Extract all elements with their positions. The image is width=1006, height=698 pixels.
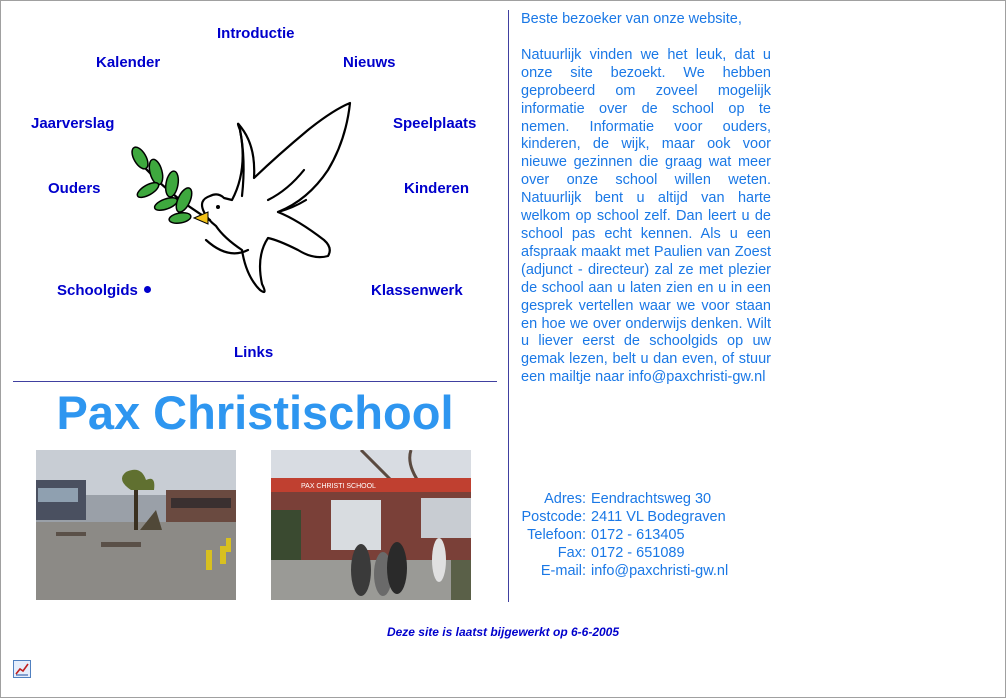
nav-links[interactable]: Links <box>234 344 274 361</box>
schoolyard-photo <box>36 450 236 600</box>
school-entrance-photo <box>271 450 471 600</box>
intro-text <box>521 11 771 387</box>
vertical-divider <box>508 10 509 602</box>
nav-jaarverslag[interactable]: Jaarverslag <box>31 115 115 132</box>
svg-text:PAX CHRISTI SCHOOL: PAX CHRISTI SCHOOL <box>301 483 376 490</box>
postcode-value: 2411 VL Bodegraven <box>591 509 726 525</box>
last-updated: Deze site is laatst bijgewerkt op 6-6-2005 <box>386 625 620 639</box>
email-link[interactable]: info@paxchristi-gw.nl <box>591 563 729 579</box>
nav-kinderen[interactable]: Kinderen <box>404 180 470 197</box>
nav-speelplaats[interactable]: Speelplaats <box>393 115 477 132</box>
email-label: E-mail: <box>540 563 586 579</box>
stats-chart-icon[interactable] <box>13 660 31 678</box>
nav-schoolgids-label[interactable]: Schoolgids <box>57 282 138 299</box>
postcode-label: Postcode: <box>521 509 586 525</box>
phone-value: 0172 - 613405 <box>591 527 685 543</box>
address-value: Eendrachtsweg 30 <box>591 491 712 507</box>
dove-icon <box>128 100 358 300</box>
intro-body: Natuurlijk vinden we het leuk, dat u onze site bezoekt. We hebben geprobeerd om zoveel mogelijk informatie over de school op te nemen. Informatie voor ouders, kinderen, de wijk, maar ook voor nieuwe gezinnen die graag wat meer over onze school willen weten. Natuurlijk bent u altijd van harte welkom op school zelf. Dan leert u de school pas echt kennen. Als u een afspraak maakt met Paulien van Zoest (adjunct - directeur) zal ze met plezier de school aan u laten zien en u in een gesprek vertellen waar we voor staan en hoe we over onderwijs denken. Wilt u liever eerst de schoolgids op uw gemak lezen, belt u dan even, of stuur een mailtje naar info@paxchristi-gw.nl <box>521 46 771 386</box>
phone-label: Telefoon: <box>527 527 586 543</box>
divider <box>13 381 497 382</box>
nav-kalender[interactable]: Kalender <box>96 54 161 71</box>
nav-introductie[interactable]: Introductie <box>217 25 295 42</box>
nav-nieuws[interactable]: Nieuws <box>343 54 396 71</box>
address-block <box>510 490 728 580</box>
address-label: Adres: <box>544 491 586 507</box>
fax-label: Fax: <box>557 545 586 561</box>
school-title: Pax Christischool <box>56 386 454 439</box>
nav-ouders[interactable]: Ouders <box>48 180 101 197</box>
fax-value: 0172 - 651089 <box>591 545 685 561</box>
greeting: Beste bezoeker van onze website, <box>521 11 742 27</box>
nav-klassenwerk[interactable]: Klassenwerk <box>371 282 463 299</box>
